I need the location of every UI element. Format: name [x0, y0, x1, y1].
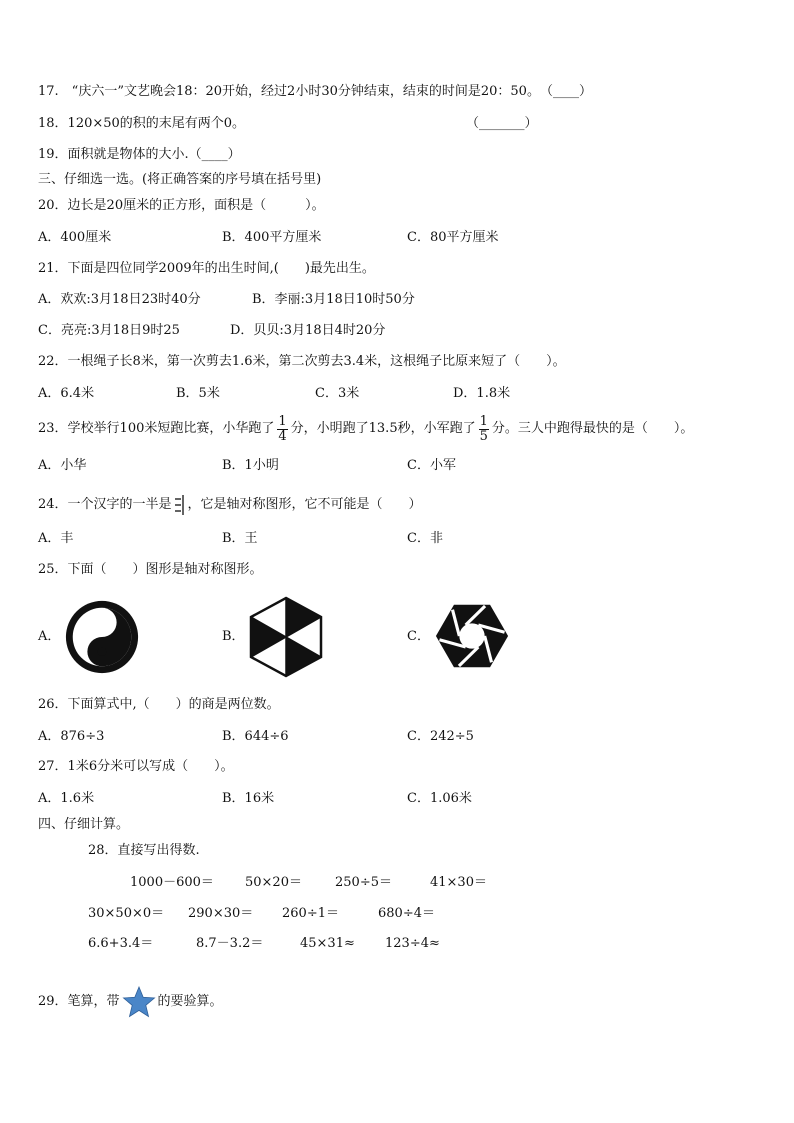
- option-27-a: A．1.6米: [38, 791, 95, 806]
- question-26: 26．下面算式中,（ ）的商是两位数。: [38, 697, 280, 712]
- hexagon-triangles-icon: [248, 596, 324, 678]
- answer-blank-18[interactable]: （_______）: [466, 116, 538, 131]
- fraction-numerator: 1: [479, 413, 488, 429]
- question-28: 28．直接写出得数.: [88, 843, 200, 858]
- option-25-a-label: A．: [38, 629, 61, 644]
- question-29: [38, 986, 223, 1018]
- fraction-denominator: 5: [479, 428, 488, 444]
- calc-6: 290×30＝: [188, 906, 254, 921]
- option-20-c: C．80平方厘米: [407, 230, 499, 245]
- fraction-denominator: 4: [278, 428, 287, 444]
- option-24-b: B．王: [222, 531, 258, 546]
- option-20-b: B．400平方厘米: [222, 230, 322, 245]
- option-23-a: A．小华: [38, 458, 87, 473]
- half-character-glyph: [174, 494, 186, 516]
- question-20: 20．边长是20厘米的正方形，面积是（ ）。: [38, 198, 325, 213]
- calc-4: 41×30＝: [430, 875, 487, 890]
- fraction-one-fifth: [479, 415, 489, 444]
- option-27-c: C．1.06米: [407, 791, 472, 806]
- calc-2: 50×20＝: [245, 875, 302, 890]
- calc-11: 45×31≈: [300, 936, 355, 951]
- option-21-b: B．李丽:3月18日10时50分: [252, 292, 415, 307]
- question-27: 27．1米6分米可以写成（ ）。: [38, 759, 234, 774]
- fraction-numerator: 1: [278, 413, 287, 429]
- question-29-part1: 29．笔算，带: [38, 994, 120, 1009]
- option-23-b: B．1小明: [222, 458, 279, 473]
- option-24-c: C．非: [407, 531, 443, 546]
- option-25-c-label: C．: [407, 629, 430, 644]
- question-17: 17. “庆六一”文艺晚会18：20开始，经过2小时30分钟结束，结束的时间是20：50。 （____）: [38, 84, 592, 99]
- question-23: [38, 414, 693, 444]
- question-23-part1: 23．学校举行100米短跑比赛，小华跑了: [38, 421, 275, 436]
- option-23-c: C．小军: [407, 458, 456, 473]
- calc-8: 680÷4＝: [378, 906, 435, 921]
- calc-5: 30×50×0＝: [88, 906, 165, 921]
- question-23-part3: 分。三人中跑得最快的是（ ）。: [491, 421, 694, 436]
- option-25-b-label: B．: [222, 629, 245, 644]
- question-23-part2: 分，小明跑了13.5秒，小军跑了: [290, 421, 476, 436]
- option-21-d: D．贝贝:3月18日4时20分: [230, 323, 386, 338]
- calc-3: 250÷5＝: [335, 875, 392, 890]
- question-29-part2: 的要验算。: [157, 994, 223, 1009]
- question-25: 25．下面（ ）图形是轴对称图形。: [38, 562, 263, 577]
- calc-7: 260÷1＝: [282, 906, 339, 921]
- section-4-heading: 四、仔细计算。: [38, 817, 130, 832]
- option-26-a: A．876÷3: [38, 729, 105, 744]
- option-21-a: A．欢欢:3月18日23时40分: [38, 292, 201, 307]
- calc-9: 6.6+3.4＝: [88, 936, 154, 951]
- question-22: 22．一根绳子长8米，第一次剪去1.6米，第二次剪去3.4米，这根绳子比原来短了（ ）。: [38, 354, 566, 369]
- calc-12: 123÷4≈: [385, 936, 440, 951]
- option-26-c: C．242÷5: [407, 729, 474, 744]
- option-21-c: C．亮亮:3月18日9时25: [38, 323, 180, 338]
- section-3-heading: 三、仔细选一选。(将正确答案的序号填在括号里): [38, 172, 322, 187]
- fraction-one-quarter: [277, 415, 287, 444]
- option-20-a: A．400厘米: [38, 230, 112, 245]
- option-22-b: B．5米: [176, 386, 220, 401]
- question-21: 21．下面是四位同学2009年的出生时间,( )最先出生。: [38, 261, 375, 276]
- option-26-b: B．644÷6: [222, 729, 289, 744]
- question-18: 18．120×50的积的末尾有两个0。: [38, 116, 246, 131]
- option-22-d: D．1.8米: [453, 386, 511, 401]
- option-24-a: A．丰: [38, 531, 74, 546]
- question-19: 19．面积就是物体的大小.（____）: [38, 147, 241, 162]
- question-24-part1: 24．一个汉字的一半是: [38, 497, 172, 512]
- calc-10: 8.7－3.2＝: [196, 936, 264, 951]
- option-22-c: C．3米: [315, 386, 360, 401]
- star-icon: [122, 986, 156, 1018]
- aperture-hexagon-icon: [433, 597, 511, 675]
- yin-yang-icon: [63, 598, 141, 676]
- calc-1: 1000－600＝: [130, 875, 214, 890]
- option-27-b: B．16米: [222, 791, 275, 806]
- question-24: [38, 494, 422, 516]
- option-22-a: A．6.4米: [38, 386, 95, 401]
- question-24-part2: ，它是轴对称图形，它不可能是（ ）: [187, 497, 422, 512]
